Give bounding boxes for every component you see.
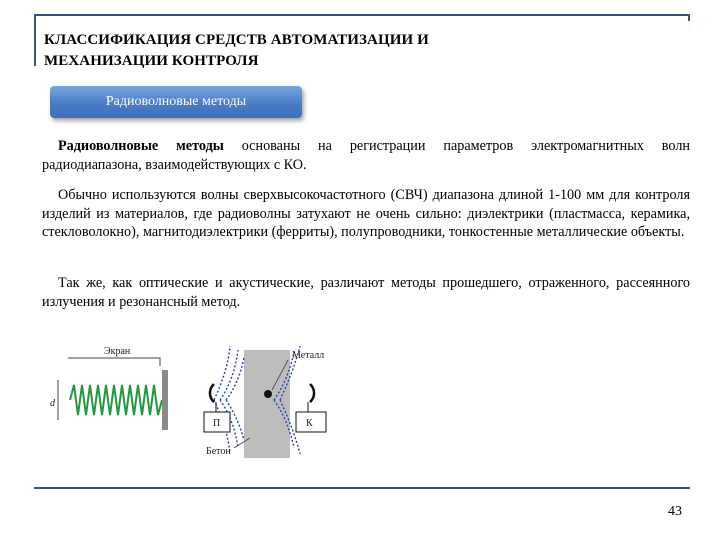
page-number: 43 bbox=[668, 504, 682, 519]
concrete-block bbox=[244, 350, 290, 458]
emitter-antenna bbox=[210, 384, 214, 402]
screen-diagram bbox=[50, 346, 168, 430]
label-emitter: П bbox=[213, 418, 221, 429]
label-receiver: К bbox=[306, 418, 313, 429]
label-screen: Экран bbox=[104, 346, 131, 357]
radiowave-figure bbox=[38, 340, 338, 460]
paragraph-definition bbox=[42, 137, 690, 174]
slide-title-line2: МЕХАНИЗАЦИИ КОНТРОЛЯ bbox=[44, 53, 259, 69]
paragraph-microwave: Обычно используются волны сверхвысокочастотного (СВЧ) диапазона длиной 1-100 мм для контроля изделий из материалов, где радиоволны затухают не очень сильно: диэлектрики (пластмасса, керамика, стекловолокно), магнитодиэлектрики (ферриты), полупроводники, тонкостенные металлические объекты. bbox=[42, 187, 690, 241]
receiver-antenna bbox=[310, 384, 314, 402]
label-metal: Металл bbox=[292, 350, 325, 361]
screen-bracket bbox=[68, 358, 160, 366]
concrete-diagram bbox=[204, 346, 326, 458]
wave-signal bbox=[70, 385, 162, 415]
waves-left bbox=[214, 346, 244, 454]
frame-top-line bbox=[34, 14, 690, 16]
slide-title bbox=[44, 30, 644, 72]
paragraph-definition-text: основаны на регистрации параметров электромагнитных волн радиодиапазона, взаимодействующих с КО. bbox=[42, 138, 690, 173]
paragraph-methods: Так же, как оптические и акустические, различают методы прошедшего, отраженного, рассеянного излучения и резонансный метод. bbox=[42, 275, 690, 310]
slide-title-line1: КЛАССИФИКАЦИЯ СРЕДСТВ АВТОМАТИЗАЦИИ И bbox=[44, 32, 429, 48]
section-tab: Радиоволновые методы bbox=[50, 86, 302, 118]
paragraph-term: Радиоволновые методы bbox=[58, 138, 224, 154]
frame-right-tick bbox=[688, 14, 690, 21]
label-concrete: Бетон bbox=[206, 446, 231, 457]
metal-object bbox=[264, 390, 272, 398]
screen-plate bbox=[162, 370, 168, 430]
frame-bottom-line bbox=[34, 487, 690, 489]
label-d: d bbox=[50, 398, 55, 409]
frame-left-line bbox=[34, 14, 36, 66]
